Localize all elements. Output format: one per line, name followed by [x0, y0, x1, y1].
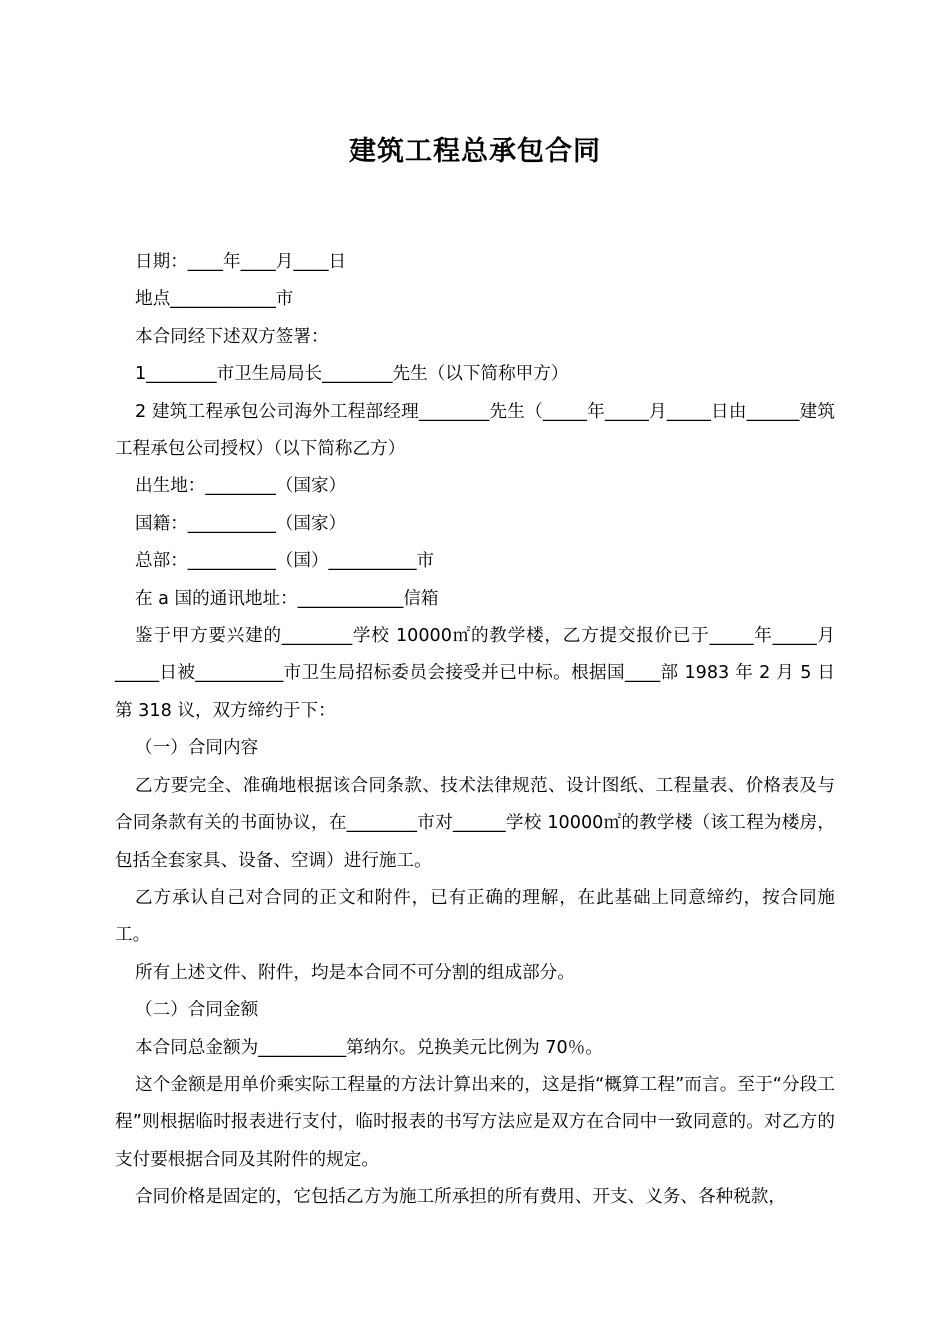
- party-a-line: 1________市卫生局局长________先生（以下简称甲方）: [135, 364, 569, 385]
- location-line: 地点____________市: [135, 289, 294, 310]
- attachments-line: 所有上述文件、附件，均是本合同不可分割的组成部分。: [135, 962, 575, 983]
- acknowledgement-paragraph: 乙方承认自己对合同的正文和附件，已有正确的理解，在此基础上同意缔约，按合同施工。: [115, 887, 835, 946]
- party-b-paragraph: 2 建筑工程承包公司海外工程部经理________先生（_____年_____月_____日由______建筑工程承包公司授权）（以下简称乙方）: [115, 401, 835, 460]
- total-amount-line: 本合同总金额为__________第纳尔。兑换美元比例为 70％。: [135, 1037, 603, 1058]
- section-heading-2: （二）合同金额: [135, 1000, 259, 1021]
- nationality-line: 国籍：__________（国家）: [135, 513, 347, 534]
- signatories-intro: 本合同经下述双方签署：: [135, 326, 329, 347]
- contract-content-paragraph: 乙方要完全、准确地根据该合同条款、技术法律规范、设计图纸、工程量表、价格表及与合同条款有关的书面协议，在________市对______学校 10000㎡的教学楼（该工程为楼房，包括全套家具、设备、空调）进行施工。: [115, 775, 835, 871]
- headquarters-line: 总部：__________（国）__________市: [135, 551, 435, 572]
- section-heading-1: （一）合同内容: [135, 738, 259, 759]
- amount-calculation-paragraph: 这个金额是用单价乘实际工程量的方法计算出来的，这是指“概算工程”而言。至于“分段工程”则根据临时报表进行支付，临时报表的书写方法应是双方在合同中一致同意的。对乙方的支付要根据合同及其附件的规定。: [115, 1074, 835, 1170]
- fixed-price-line: 合同价格是固定的，它包括乙方为施工所承担的所有费用、开支、义务、各种税款，: [135, 1187, 786, 1208]
- recital-paragraph: 鉴于甲方要兴建的________学校 10000㎡的教学楼，乙方提交报价已于_____年_____月_____日被__________市卫生局招标委员会接受并已中标。根据国____部 1983 年 2 月 5 日第 318 议，双方缔约于下：: [115, 626, 835, 721]
- address-line: 在 a 国的通讯地址：____________信箱: [135, 588, 439, 609]
- birthplace-line: 出生地：________（国家）: [135, 476, 347, 497]
- document-body: [115, 244, 835, 1217]
- document-title: 建筑工程总承包合同: [349, 136, 601, 167]
- date-line: 日期：____年____月____日: [135, 252, 347, 272]
